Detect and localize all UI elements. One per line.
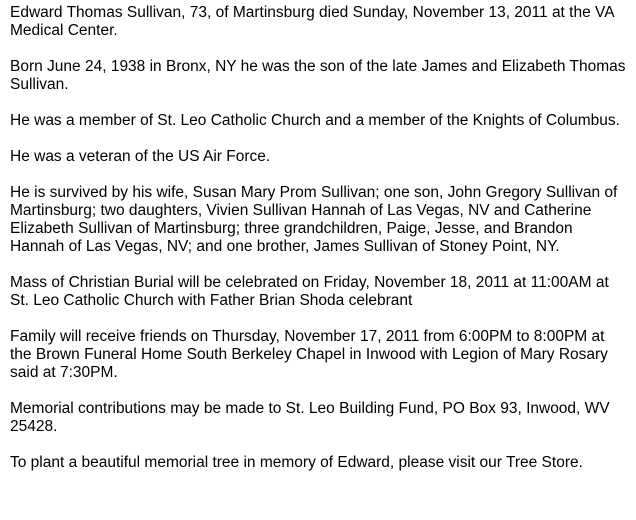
obituary-paragraph-tree-store: To plant a beautiful memorial tree in memory of Edward, please visit our Tree Store.	[10, 454, 583, 471]
obituary-paragraph-contributions: Memorial contributions may be made to St. Leo Building Fund, PO Box 93, Inwood, WV 25428.	[10, 400, 610, 435]
obituary-paragraph-mass: Mass of Christian Burial will be celebrated on Friday, November 18, 2011 at 11:00AM at St. Leo Catholic Church with Father Brian Shoda celebrant	[10, 274, 609, 309]
obituary-paragraph-survivors: He is survived by his wife, Susan Mary Prom Sullivan; one son, John Gregory Sullivan of Martinsburg; two daughters, Vivien Sullivan Hannah of Las Vegas, NV and Catherine Elizabeth Sullivan of Martinsburg; three grandchildren, Paige, Jesse, and Brandon Hannah of Las Vegas, NV; and one brother, James Sullivan of Stoney Point, NY.	[10, 184, 618, 255]
obituary-paragraph-visitation: Family will receive friends on Thursday, November 17, 2011 from 6:00PM to 8:00PM at the Brown Funeral Home South Berkeley Chapel in Inwood with Legion of Mary Rosary said at 7:30PM.	[10, 328, 608, 381]
obituary-paragraph-birth: Born June 24, 1938 in Bronx, NY he was the son of the late James and Elizabeth Thomas Sullivan.	[10, 58, 626, 93]
obituary-paragraph-veteran: He was a veteran of the US Air Force.	[10, 148, 271, 165]
obituary-paragraph-death: Edward Thomas Sullivan, 73, of Martinsburg died Sunday, November 13, 2011 at the VA Medical Center.	[10, 4, 614, 39]
obituary-paragraph-membership: He was a member of St. Leo Catholic Church and a member of the Knights of Columbus.	[10, 112, 620, 129]
